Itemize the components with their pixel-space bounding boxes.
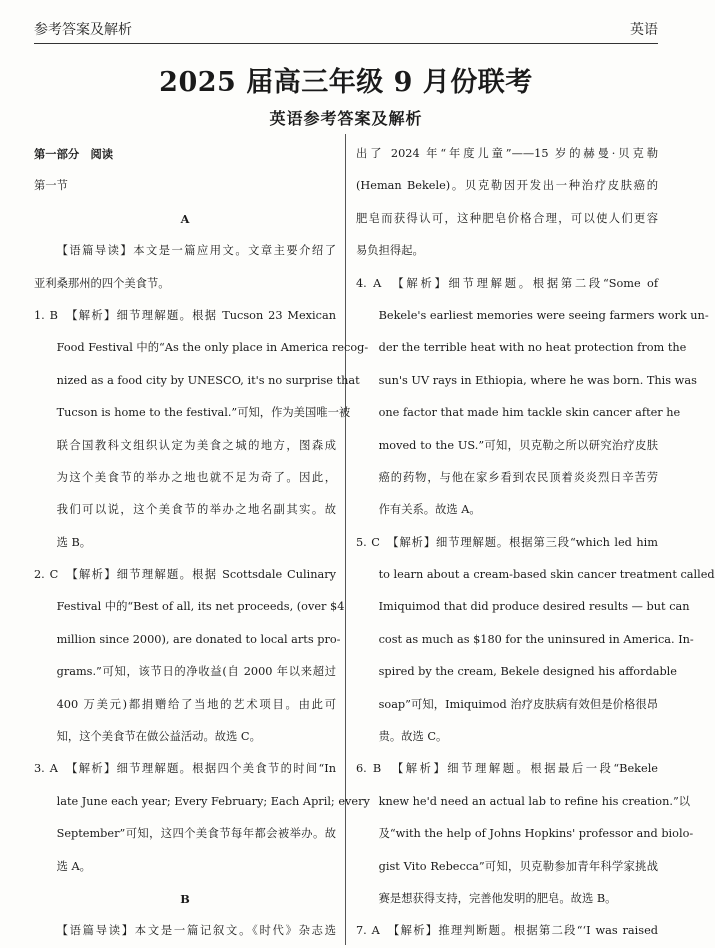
text-line: (Heman Bekele)。贝克勒因开发出一种治疗皮肤癌的 (356, 179, 658, 193)
text-line: 及“with the help of Johns Hopkins' professor and biolo- (378, 827, 694, 841)
text-line: der the terrible heat with no heat protection from the (378, 341, 687, 355)
text-line: million since 2000), are donated to local arts pro- (56, 632, 341, 646)
text-line: 癌的药物，与他在家乡看到农民顶着炎炎烈日辛苦劳 (378, 470, 658, 484)
text-line: 1. B 【解析】细节理解题。根据 Tucson 23 Mexican (34, 308, 336, 322)
text-line: gist Vito Rebecca”可知，贝克勒参加青年科学家挑战 (378, 859, 658, 873)
text-line: 联合国教科文组织认定为美食之城的地方，图森成 (56, 438, 336, 452)
text-line: 400 万美元)都捐赠给了当地的艺术项目。由此可 (56, 697, 336, 711)
text-line: 2. C 【解析】细节理解题。根据 Scottsdale Culinary (34, 568, 336, 582)
text-line: knew he'd need an actual lab to refine his creation.”以 (378, 794, 691, 808)
header-left-label: 参考答案及解析 (34, 22, 132, 38)
text-line: grams.”可知，该节日的净收益(自 2000 年以来超过 (56, 665, 336, 679)
text-line: 第一部分 阅读 (34, 147, 114, 161)
text-line: one factor that made him tackle skin cancer after he (378, 406, 681, 420)
text-line: spired by the cream, Bekele designed his affordable (378, 665, 677, 679)
text-line: 选 B。 (56, 535, 92, 549)
text-line: Food Festival 中的“As the only place in America recog- (56, 341, 369, 355)
text-line: 6. B 【解析】细节理解题。根据最后一段“Bekele (356, 762, 658, 776)
text-line: A (180, 211, 190, 226)
text-line: 【语篇导读】本文是一篇应用文。文章主要介绍了 (56, 244, 336, 258)
text-line: 肥皂而获得认可，这种肥皂价格合理，可以使人们更容 (356, 211, 658, 225)
text-line: 【语篇导读】本文是一篇记叙文。《时代》杂志选 (56, 924, 336, 938)
text-line: 知，这个美食节在做公益活动。故选 C。 (56, 730, 261, 744)
text-line: 4. A 【解析】细节理解题。根据第二段“Some of (356, 276, 658, 290)
text-line: nized as a food city by UNESCO, it's no surprise that (56, 373, 360, 387)
text-line: moved to the US.”可知，贝克勒之所以研究治疗皮肤 (378, 438, 658, 452)
text-line: cost as much as $180 for the uninsured in America. In- (378, 632, 694, 646)
text-line: 7. A 【解析】推理判断题。根据第二段“‘I was raised (356, 924, 658, 938)
text-line: September”可知，这四个美食节每年都会被举办。故 (56, 827, 336, 841)
text-line: 选 A。 (56, 859, 91, 873)
text-line: 易负担得起。 (356, 244, 424, 258)
text-line: 3. A 【解析】细节理解题。根据四个美食节的时间“In (34, 762, 336, 776)
text-line: 出了 2024 年“年度儿童”——15 岁的赫曼·贝克勒 (356, 147, 658, 160)
page-title: 2025 届高三年级 9 月份联考 (159, 67, 533, 98)
text-line: late June each year; Every February; Each April; every (56, 794, 370, 808)
text-line: 贵。故选 C。 (378, 730, 448, 744)
page-header (34, 18, 658, 44)
text-line: B (180, 891, 190, 906)
text-line: 5. C 【解析】细节理解题。根据第三段“which led him (356, 535, 658, 549)
text-line: Bekele's earliest memories were seeing farmers work un- (378, 308, 709, 322)
header-subject-label: 英语 (630, 22, 658, 38)
text-line: to learn about a cream-based skin cancer treatment called (378, 568, 715, 582)
text-line: 第一节 (34, 179, 68, 193)
column-divider (345, 134, 346, 945)
page-subtitle: 英语参考答案及解析 (269, 109, 423, 128)
text-line: 我们可以说，这个美食节的举办之地名副其实。故 (56, 503, 336, 517)
text-line: 亚利桑那州的四个美食节。 (34, 276, 170, 290)
text-line: 为这个美食节的举办之地也就不足为奇了。因此， (56, 470, 336, 484)
text-line: 赛是想获得支持，完善他发明的肥皂。故选 B。 (378, 891, 617, 905)
text-line: Tucson is home to the festival.”可知，作为美国唯一被 (56, 406, 351, 420)
left-column (34, 138, 370, 948)
text-line: 作有关系。故选 A。 (378, 503, 481, 517)
text-line: soap”可知，Imiquimod 治疗皮肤病有效但是价格很昂 (378, 697, 658, 711)
text-line: Imiquimod that did produce desired results — but can (378, 600, 690, 614)
right-column (356, 138, 715, 948)
text-line: sun's UV rays in Ethiopia, where he was born. This was (378, 373, 697, 387)
text-line: Festival 中的“Best of all, its net proceeds, (over $4 (56, 600, 345, 614)
